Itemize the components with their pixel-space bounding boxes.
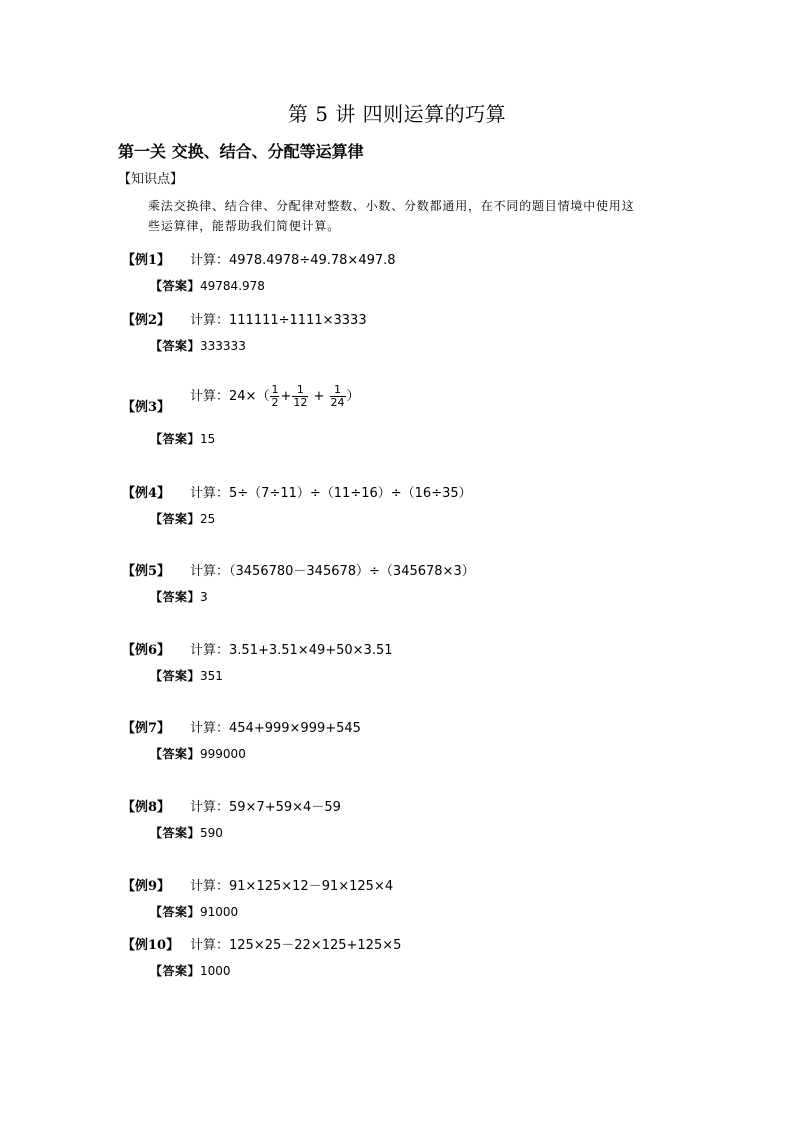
example-question [190,717,361,736]
answer-label: 【答案】 [150,964,201,978]
answer [150,430,215,447]
answer-value: 25 [200,512,216,526]
operator: + [280,389,292,404]
example-question [190,482,472,501]
example-label: 【例4】 [122,486,171,501]
question-expression: （3456780－345678）÷（345678×3） [229,564,475,579]
example-label: 【例7】 [122,721,171,736]
operator: + [313,389,325,404]
example-question [190,796,341,815]
answer [150,277,265,294]
answer-value: 351 [200,669,223,683]
question-prefix: 计算： [190,643,230,658]
answer-value: 333333 [200,339,246,353]
knowledge-text-line-1: 乘法交换律、结合律、分配律对整数、小数、分数都通用，在不同的题目情境中使用这 [148,199,635,213]
fraction-numerator: 1 [292,384,308,397]
question-prefix: 计算： [190,879,230,894]
answer-value: 15 [200,432,216,446]
example-label: 【例8】 [122,800,171,815]
example-label: 【例1】 [122,253,171,268]
question-expression: 3.51+3.51×49+50×3.51 [229,643,393,658]
question-expression: 4978.4978÷49.78×497.8 [229,253,396,268]
question-expression: 454+999×999+545 [229,721,361,736]
fraction [330,384,346,409]
answer-value: 49784.978 [200,279,265,293]
question-prefix: 计算： [190,721,230,736]
fraction-numerator: 1 [330,384,346,397]
answer-label: 【答案】 [150,747,201,761]
answer-label: 【答案】 [150,432,201,446]
answer [150,824,223,841]
example-question [190,560,475,579]
page-title: 第 5 讲 四则运算的巧算 [287,102,507,126]
answer-label: 【答案】 [150,512,201,526]
example-label: 【例10】 [122,938,180,953]
question-prefix: 计算： [190,938,230,953]
answer-value: 590 [200,826,223,840]
example-label: 【例3】 [122,400,171,415]
answer-value: 1000 [200,964,231,978]
example-label: 【例5】 [122,564,171,579]
answer [150,962,231,979]
example-label: 【例9】 [122,879,171,894]
fraction-numerator: 1 [271,383,279,396]
question-expression: 5÷（7÷11）÷（11÷16）÷（16÷35） [229,486,472,501]
answer-value: 91000 [200,905,239,919]
question-expression-start: 24×（ [229,389,270,404]
section-title: 第一关 交换、结合、分配等运算律 [118,142,364,161]
answer [150,667,223,684]
example-label: 【例6】 [122,643,171,658]
answer-label: 【答案】 [150,826,201,840]
question-expression: 91×125×12－91×125×4 [229,879,394,894]
answer-label: 【答案】 [150,669,201,683]
answer-label: 【答案】 [150,905,201,919]
answer [150,903,238,920]
question-prefix: 计算： [190,313,230,328]
example-question [190,639,393,658]
question-prefix: 计算： [190,800,230,815]
fraction-denominator: 2 [271,396,279,409]
example-question [190,934,401,953]
answer-label: 【答案】 [150,279,201,293]
answer [150,510,215,527]
example-question [190,309,367,328]
answer [150,588,208,605]
fraction-denominator: 24 [330,396,345,409]
question-prefix: 计算： [190,486,230,501]
example-question [190,249,396,268]
question-prefix: 计算： [190,253,230,268]
question-expression-end: ） [346,389,360,404]
example-question [190,875,393,894]
answer-value: 3 [200,590,208,604]
answer [150,745,246,762]
question-prefix: 计算： [190,564,230,579]
answer-value: 999000 [200,747,246,761]
example-question [190,384,360,409]
answer-label: 【答案】 [150,339,201,353]
answer-label: 【答案】 [150,590,201,604]
knowledge-label: 【知识点】 [118,172,184,187]
answer [150,337,246,354]
question-expression: 125×25－22×125+125×5 [229,938,402,953]
fraction-denominator: 12 [293,396,308,409]
fraction [292,384,308,409]
question-expression: 59×7+59×4－59 [229,800,341,815]
question-prefix: 计算： [190,389,230,404]
question-expression: 111111÷1111×3333 [229,313,367,328]
knowledge-text-line-2: 些运算律，能帮助我们简便计算。 [148,219,341,233]
example-label: 【例2】 [122,313,171,328]
fraction [270,384,279,409]
